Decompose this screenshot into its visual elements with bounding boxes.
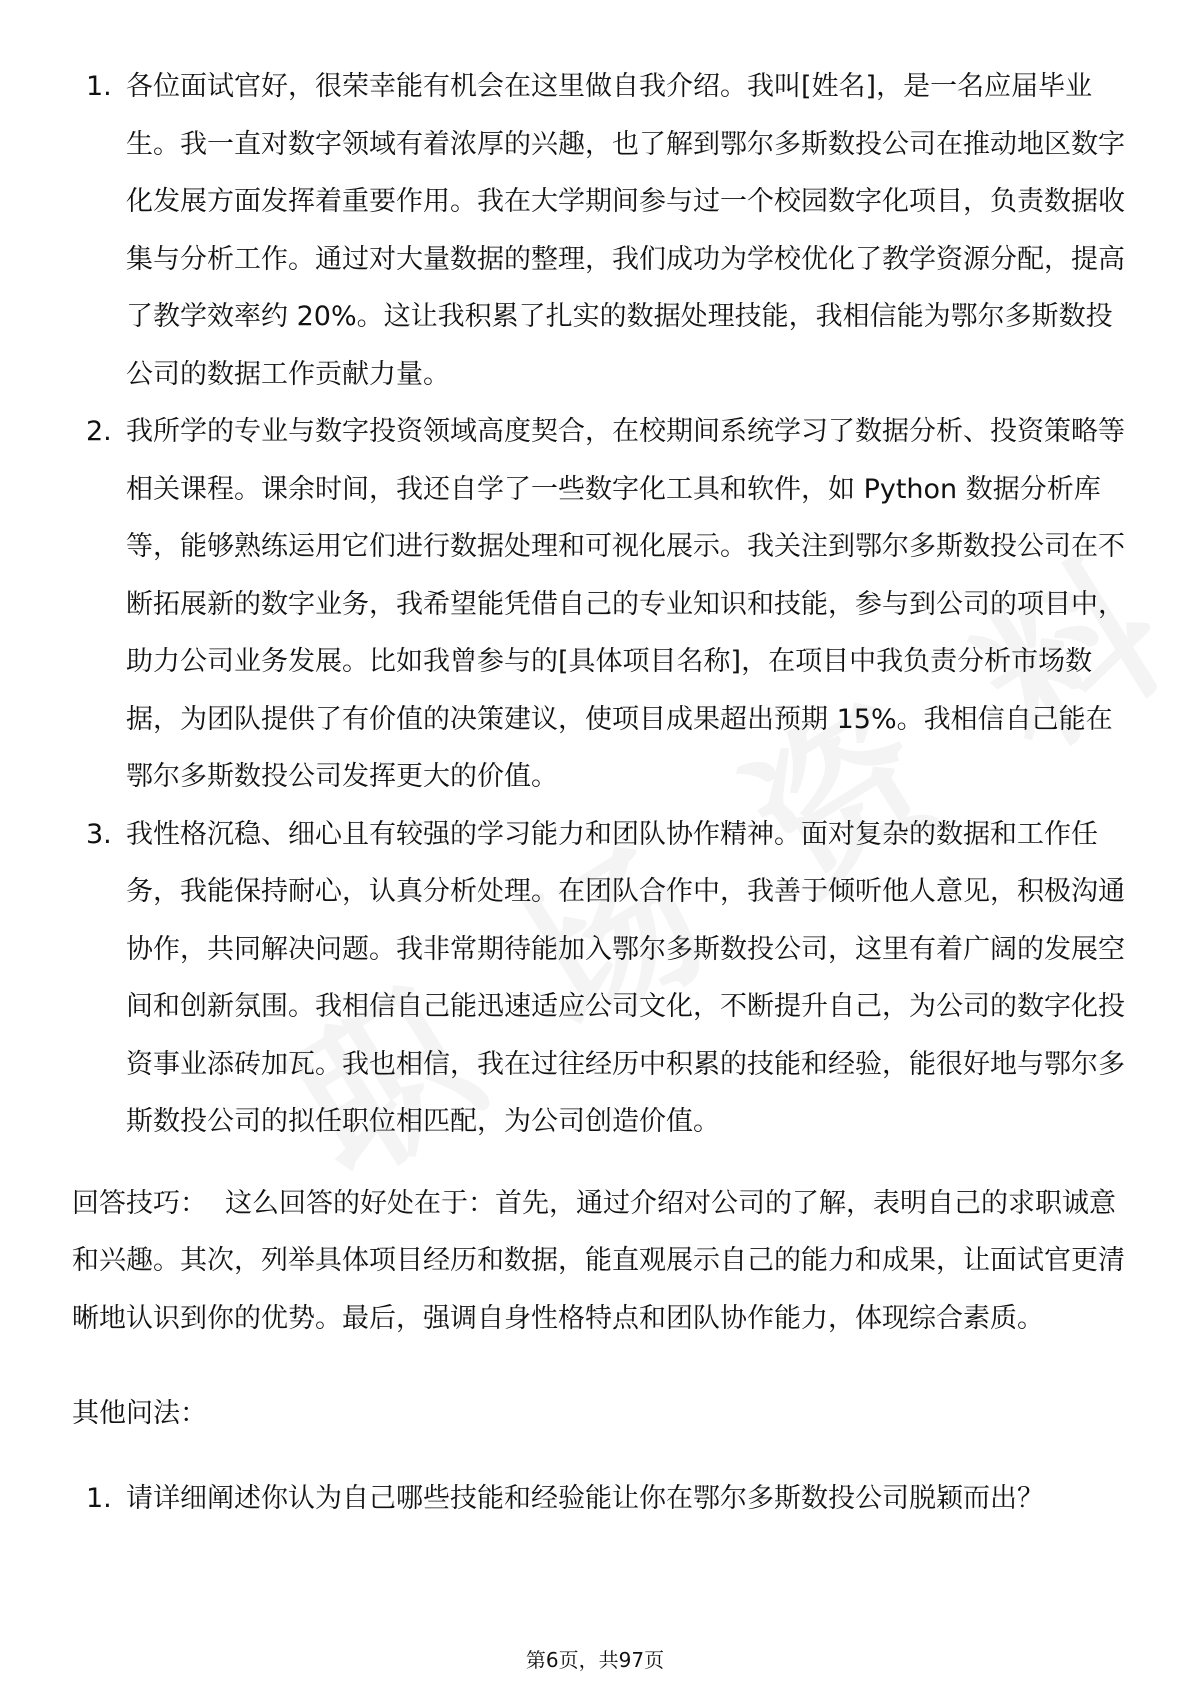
list-text: 我性格沉稳、细心且有较强的学习能力和团队协作精神。面对复杂的数据和工作任务，我能保持耐心，认真分析处理。在团队合作中，我善于倾听他人意见，积极沟通协作，共同解决问题。我非常期待能加入鄂尔多斯数投公司，这里有着广阔的发展空间和创新氛围。我相信自己能迅速适应公司文化，不断提升自己，为公司的数字化投资事业添砖加瓦。我也相信，我在过往经历中积累的技能和经验，能很好地与鄂尔多斯数投公司的拟任职位相匹配，为公司创造价值。 — [126, 818, 1125, 1137]
answer-tips — [72, 1175, 1130, 1348]
list-item — [72, 58, 1130, 403]
answer-list — [72, 58, 1130, 1151]
other-questions-list — [72, 1479, 1130, 1519]
list-text: 各位面试官好，很荣幸能有机会在这里做自我介绍。我叫[姓名]，是一名应届毕业生。我一直对数字领域有着浓厚的兴趣，也了解到鄂尔多斯数投公司在推动地区数字化发展方面发挥着重要作用。我在大学期间参与过一个校园数字化项目，负责数据收集与分析工作。通过对大量数据的整理，我们成功为学校优化了教学资源分配，提高了教学效率约 20%。这让我积累了扎实的数据处理技能，我相信能为鄂尔多斯数投公司的数据工作贡献力量。 — [126, 71, 1125, 390]
page-footer: 第6页，共97页 — [525, 1648, 665, 1672]
list-text: 请详细阐述你认为自己哪些技能和经验能让你在鄂尔多斯数投公司脱颖而出？ — [126, 1482, 1044, 1514]
list-text: 我所学的专业与数字投资领域高度契合，在校期间系统学习了数据分析、投资策略等相关课程。课余时间，我还自学了一些数字化工具和软件，如 Python 数据分析库等，能够熟练运用它们进行数据处理和可视化展示。我关注到鄂尔多斯数投公司在不断拓展新的数字业务，我希望能凭借自己的专业知识和技能，参与到公司的项目中，助力公司业务发展。比如我曾参与的[具体项目名称]，在项目中我负责分析市场数据，为团队提供了有价值的决策建议，使项目成果超出预期 15%。我相信自己能在鄂尔多斯数投公司发挥更大的价值。 — [126, 416, 1125, 792]
list-number: 1. — [86, 1482, 112, 1514]
list-item — [72, 1479, 1130, 1519]
tips-text: 这么回答的好处在于：首先，通过介绍对公司的了解，表明自己的求职诚意和兴趣。其次，列举具体项目经历和数据，能直观展示自己的能力和成果，让面试官更清晰地认识到你的优势。最后，强调自身性格特点和团队协作能力，体现综合素质。 — [72, 1187, 1125, 1334]
list-item — [72, 403, 1130, 806]
list-item — [72, 806, 1130, 1151]
list-number: 2. — [86, 416, 112, 447]
tips-label: 回答技巧： — [72, 1187, 207, 1219]
other-questions-title: 其他问法： — [72, 1398, 207, 1429]
document-body — [72, 58, 1130, 1519]
list-number: 3. — [86, 818, 112, 850]
list-number: 1. — [86, 71, 112, 102]
